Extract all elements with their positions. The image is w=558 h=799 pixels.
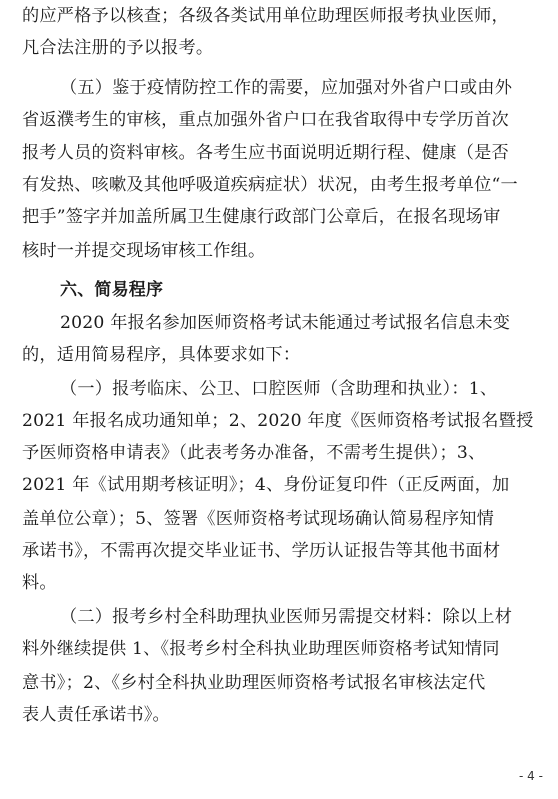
section-heading: 六、简易程序 xyxy=(60,280,164,300)
body-text-line: 予医师资格申请表》（此表考务办准备，不需考生提供）；3、 xyxy=(22,443,486,463)
body-text-line: 承诺书》，不需再次提交毕业证书、学历认证报告等其他书面材 xyxy=(22,541,501,561)
body-text-line: 料。 xyxy=(22,573,57,593)
body-text-line: 2020 年报名参加医师资格考试未能通过考试报名信息未变 xyxy=(60,313,511,333)
body-text-line: （一）报考临床、公卫、口腔医师（含助理和执业）：1、 xyxy=(60,379,498,399)
body-text-line: 把手”签字并加盖所属卫生健康行政部门公章后，在报名现场审 xyxy=(22,207,501,227)
page-number: - 4 - xyxy=(519,769,543,783)
body-text-line: 有发热、咳嗽及其他呼吸道疾病症状）状况，由考生报考单位“一 xyxy=(22,175,518,195)
body-text-line: 2021 年《试用期考核证明》；4、身份证复印件（正反两面，加 xyxy=(22,475,510,495)
body-text-line: 盖单位公章）；5、签署《医师资格考试现场确认简易程序知情 xyxy=(22,509,495,529)
body-text-line: 表人责任承诺书》。 xyxy=(22,705,170,725)
body-text-line: 核时一并提交现场审核工作组。 xyxy=(22,241,266,261)
body-text-line: 2021 年报名成功通知单；2、2020 年度《医师资格考试报名暨授 xyxy=(22,411,534,431)
body-text-line: （五）鉴于疫情防控工作的需要，应加强对外省户口或由外 xyxy=(60,78,513,98)
body-text-line: 意书》；2、《乡村全科执业助理医师资格考试报名审核法定代 xyxy=(22,673,486,693)
body-text-line: 凡合法注册的予以报考。 xyxy=(22,38,214,58)
body-text-line: 报考人员的资料审核。各考生应书面说明近期行程、健康（是否 xyxy=(22,143,509,163)
body-text-line: 的应严格予以核查；各级各类试用单位助理医师报考执业医师， xyxy=(22,6,509,26)
body-text-line: 料外继续提供 1、《报考乡村全科执业助理医师资格考试知情同 xyxy=(22,639,500,659)
body-text-line: 的，适用简易程序，具体要求如下： xyxy=(22,345,301,365)
body-text-line: （二）报考乡村全科助理执业医师另需提交材料：除以上材 xyxy=(60,607,513,627)
body-text-line: 省返濮考生的审核，重点加强外省户口在我省取得中专学历首次 xyxy=(22,110,509,130)
